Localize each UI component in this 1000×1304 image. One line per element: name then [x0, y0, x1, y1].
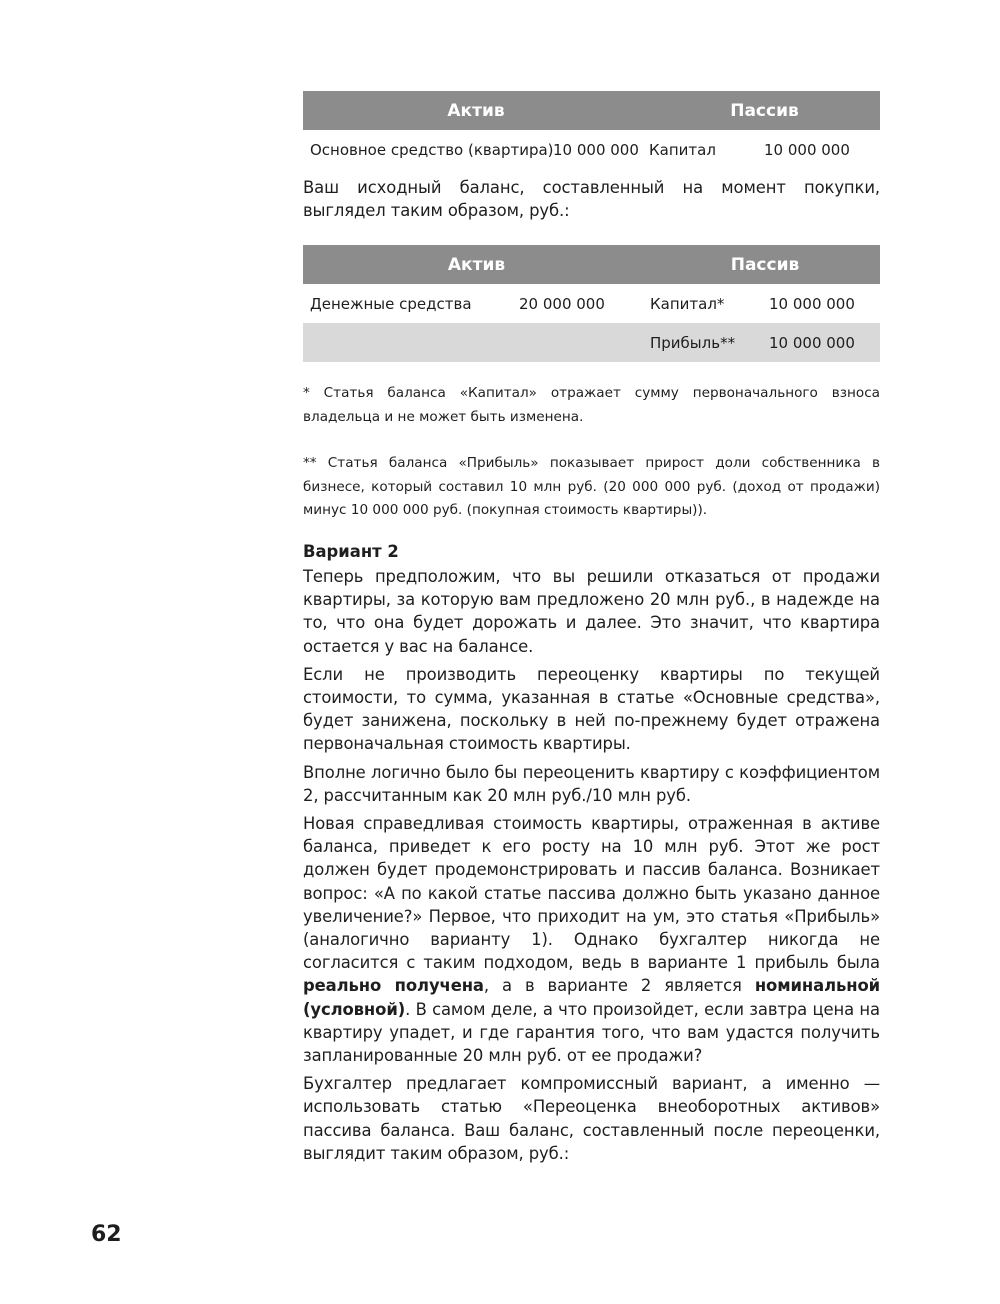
text-run: , а в варианте 2 является — [483, 976, 742, 996]
paragraph: Вполне логично было бы переоценить квартиру с коэффициентом 2, рассчитанным как 20 млн руб./10 млн руб. — [303, 762, 880, 805]
asset-name: Денежные средства — [310, 294, 472, 313]
table-row — [303, 323, 880, 362]
header-passiv: Пассив — [650, 245, 880, 284]
asset-name: Основное средство (квартира) — [310, 140, 554, 159]
liability-value: 10 000 000 — [769, 323, 880, 362]
asset-name — [303, 323, 519, 362]
page-content — [303, 91, 880, 1165]
liability-name: Капитал — [649, 140, 716, 159]
text-run: Новая справедливая стоимость квартиры, отраженная в активе баланса, приведет к его росту на 10 млн руб. Этот же рост должен будет продемонстрировать и пассив баланса. Возникает вопрос: «А по какой статье пассива должно быть указано данное увеличение?» Первое, что приходит на ум, это статья «Прибыль» (аналогично варианту 1). Однако бухгалтер никогда не согласится с таким подходом, ведь в варианте 1 прибыль была — [303, 813, 880, 973]
section-title: Вариант 2 — [303, 541, 399, 561]
table-row — [303, 130, 880, 169]
balance-table-1 — [303, 91, 880, 169]
paragraph: Если не производить переоценку квартиры по текущей стоимости, то сумма, указанная в статье «Основные средства», будет занижена, поскольку в ней по-прежнему будет отражена первоначальная стоимость квартиры. — [303, 664, 880, 754]
header-aktiv: Актив — [303, 245, 650, 284]
page-number: 62 — [91, 1222, 122, 1247]
balance-table-2 — [303, 245, 880, 362]
text-run: . В самом деле, а что произойдет, если завтра цена на квартиру упадет, и где гарантия того, что вам удастся получить запланированные 20 млн руб. от ее продажи? — [303, 999, 880, 1065]
paragraph: Бухгалтер предлагает компромиссный вариант, а именно — использовать статью «Переоценка внеоборотных активов» пассива баланса. Ваш баланс, составленный после переоценки, выглядит таким образом, руб.: — [303, 1074, 880, 1163]
liability-value: 10 000 000 — [769, 294, 855, 313]
asset-value — [519, 323, 650, 362]
bold-text: номинальной (условной) — [303, 976, 881, 1019]
table-row — [303, 284, 880, 323]
bold-text: реально получена — [303, 976, 484, 996]
liability-value: 10 000 000 — [764, 140, 850, 159]
liability-name: Капитал* — [650, 294, 725, 313]
liability-name: Прибыль** — [650, 323, 769, 362]
asset-value: 10 000 000 — [553, 140, 639, 159]
footnote-capital: * Статья баланса «Капитал» отражает сумму первоначального взноса владельца и не может быть изменена. — [303, 385, 880, 425]
asset-value: 20 000 000 — [519, 294, 605, 313]
paragraph — [303, 812, 880, 1067]
intro-paragraph: Ваш исходный баланс, составленный на момент покупки, выглядел таким образом, руб.: — [303, 178, 880, 221]
header-passiv: Пассив — [649, 91, 880, 130]
paragraph: Теперь предположим, что вы решили отказаться от продажи квартиры, за которую вам предложено 20 млн руб., в надежде на то, что она будет дорожать и далее. Это значит, что квартира остается у вас на балансе. — [303, 566, 880, 656]
footnote-profit: ** Статья баланса «Прибыль» показывает прирост доли собственника в бизнесе, который составил 10 млн руб. (20 000 000 руб. (доход от продажи) минус 10 000 000 руб. (покупная стоимость квартиры)). — [303, 455, 880, 519]
header-aktiv: Актив — [303, 91, 649, 130]
